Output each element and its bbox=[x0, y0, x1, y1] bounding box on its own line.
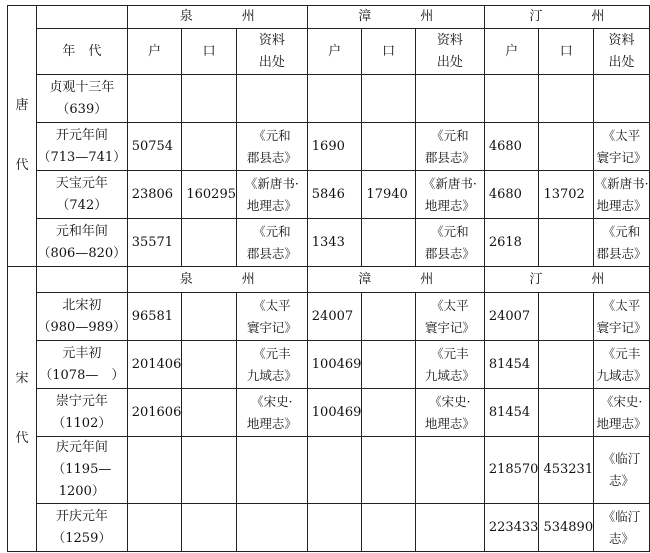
source-cell bbox=[594, 389, 650, 437]
source-cell bbox=[415, 341, 484, 389]
source-cell bbox=[415, 171, 484, 219]
population-cell bbox=[182, 123, 237, 171]
source-cell bbox=[415, 293, 484, 341]
table-row bbox=[8, 75, 650, 123]
population-cell bbox=[182, 293, 237, 341]
population-cell bbox=[182, 219, 237, 267]
source-line2: 出处 bbox=[258, 54, 285, 70]
population-cell bbox=[362, 219, 415, 267]
population-cell bbox=[182, 341, 237, 389]
era-cell bbox=[36, 341, 127, 389]
source-cell bbox=[237, 123, 308, 171]
households-cell bbox=[307, 504, 362, 552]
column-header-era: 年 代 bbox=[36, 29, 127, 75]
era-name: 北宋初 bbox=[62, 297, 102, 313]
population-cell bbox=[182, 389, 237, 437]
households-cell: 81454 bbox=[484, 389, 539, 437]
source-cell bbox=[237, 504, 308, 552]
era-cell bbox=[36, 437, 127, 504]
source-line1: 《元丰 bbox=[602, 345, 641, 361]
source-line1: 《新唐书· bbox=[594, 175, 649, 191]
source-line1: 《临汀志》 bbox=[602, 508, 641, 546]
households-cell: 35571 bbox=[127, 219, 182, 267]
era-years: （742） bbox=[56, 197, 108, 213]
source-line1: 《太平 bbox=[253, 297, 291, 313]
population-cell bbox=[539, 219, 594, 267]
tang-dynasty-cell bbox=[8, 6, 37, 267]
era-cell bbox=[36, 171, 127, 219]
table-row bbox=[8, 341, 650, 389]
source-cell bbox=[415, 437, 484, 504]
source-line1: 资料 bbox=[608, 32, 635, 48]
era-years: （1078— ） bbox=[39, 367, 125, 383]
source-line2: 地理志》 bbox=[424, 415, 475, 431]
era-name: 崇宁元年 bbox=[55, 393, 108, 409]
population-cell bbox=[362, 341, 415, 389]
households-cell: 201406 bbox=[127, 341, 182, 389]
era-cell bbox=[36, 389, 127, 437]
group-header-quanzhou: 泉 州 bbox=[127, 6, 307, 29]
population-cell bbox=[362, 437, 415, 504]
source-line2: 寰宇记》 bbox=[596, 149, 647, 165]
households-cell: 2618 bbox=[484, 219, 539, 267]
era-name: 天宝元年 bbox=[55, 175, 108, 191]
households-cell: 4680 bbox=[484, 171, 539, 219]
households-cell bbox=[127, 504, 182, 552]
households-cell: 4680 bbox=[484, 123, 539, 171]
source-cell bbox=[237, 389, 308, 437]
population-table-wrapper bbox=[7, 5, 650, 552]
source-line2: 郡县志》 bbox=[246, 149, 297, 165]
column-header-households: 户 bbox=[307, 29, 362, 75]
population-cell: 160295 bbox=[182, 171, 237, 219]
blank-corner bbox=[36, 267, 127, 293]
population-cell: 17940 bbox=[362, 171, 415, 219]
era-name: 元丰初 bbox=[62, 345, 102, 361]
households-cell: 100469 bbox=[307, 341, 362, 389]
source-line1: 《元和 bbox=[431, 223, 469, 239]
table-row bbox=[8, 389, 650, 437]
source-cell bbox=[594, 123, 650, 171]
source-cell bbox=[415, 504, 484, 552]
population-cell bbox=[362, 504, 415, 552]
era-name: 贞观十三年 bbox=[49, 79, 115, 95]
era-years: （980—989） bbox=[37, 319, 127, 335]
era-cell bbox=[36, 504, 127, 552]
era-cell bbox=[36, 75, 127, 123]
population-cell bbox=[539, 341, 594, 389]
source-cell bbox=[594, 341, 650, 389]
table-row bbox=[8, 437, 650, 504]
population-cell: 13702 bbox=[539, 171, 594, 219]
households-cell bbox=[484, 75, 539, 123]
source-cell bbox=[594, 437, 650, 504]
source-line2: 寰宇记》 bbox=[596, 319, 647, 335]
source-cell bbox=[415, 123, 484, 171]
population-cell bbox=[539, 123, 594, 171]
source-cell bbox=[415, 75, 484, 123]
group-header-quanzhou: 泉 州 bbox=[127, 267, 307, 293]
tang-group-header-row bbox=[8, 6, 650, 29]
population-cell bbox=[539, 389, 594, 437]
households-cell: 23806 bbox=[127, 171, 182, 219]
dynasty-char: 代 bbox=[15, 431, 29, 446]
table-row bbox=[8, 219, 650, 267]
source-line2: 寰宇记》 bbox=[246, 319, 297, 335]
population-cell bbox=[182, 75, 237, 123]
source-line2: 郡县志》 bbox=[424, 149, 475, 165]
households-cell: 1343 bbox=[307, 219, 362, 267]
population-cell: 453231 bbox=[539, 437, 594, 504]
source-line2: 地理志》 bbox=[596, 197, 647, 213]
households-cell: 223433 bbox=[484, 504, 539, 552]
song-dynasty-cell bbox=[8, 267, 37, 552]
source-line2: 九域志》 bbox=[246, 367, 297, 383]
column-header-source bbox=[415, 29, 484, 75]
source-line2: 郡县志》 bbox=[596, 245, 647, 261]
era-years: （1259） bbox=[52, 530, 112, 546]
source-line1: 《元丰 bbox=[253, 345, 291, 361]
population-cell bbox=[182, 437, 237, 504]
era-years: （713—741） bbox=[37, 149, 127, 165]
dynasty-char: 唐 bbox=[15, 98, 29, 113]
dynasty-char: 宋 bbox=[15, 371, 29, 386]
source-line1: 《元和 bbox=[253, 127, 291, 143]
source-line1: 《新唐书· bbox=[422, 175, 477, 191]
population-cell bbox=[182, 504, 237, 552]
column-header-source bbox=[594, 29, 650, 75]
source-cell bbox=[594, 219, 650, 267]
column-header-source bbox=[237, 29, 308, 75]
source-line1: 《元丰 bbox=[431, 345, 469, 361]
households-cell: 50754 bbox=[127, 123, 182, 171]
source-cell bbox=[415, 219, 484, 267]
source-line1: 《元和 bbox=[602, 223, 641, 239]
song-group-header-row bbox=[8, 267, 650, 293]
era-years: （806—820） bbox=[37, 245, 127, 261]
blank-corner bbox=[36, 6, 127, 29]
source-cell bbox=[594, 171, 650, 219]
era-cell bbox=[36, 219, 127, 267]
column-header-population: 口 bbox=[539, 29, 594, 75]
era-cell bbox=[36, 123, 127, 171]
source-line1: 资料 bbox=[258, 32, 285, 48]
population-cell bbox=[362, 293, 415, 341]
source-cell bbox=[237, 219, 308, 267]
source-line2: 郡县志》 bbox=[246, 245, 297, 261]
column-header-households: 户 bbox=[127, 29, 182, 75]
households-cell: 24007 bbox=[484, 293, 539, 341]
source-line1: 《临汀志》 bbox=[602, 451, 641, 488]
source-line1: 《宋史· bbox=[429, 393, 471, 409]
source-line2: 出处 bbox=[608, 54, 635, 70]
households-cell bbox=[127, 437, 182, 504]
households-cell: 100469 bbox=[307, 389, 362, 437]
era-name: 开庆元年 bbox=[55, 508, 108, 524]
table-row bbox=[8, 504, 650, 552]
population-cell bbox=[362, 389, 415, 437]
source-cell bbox=[594, 504, 650, 552]
population-cell bbox=[362, 75, 415, 123]
table-row bbox=[8, 293, 650, 341]
source-line2: 九域志》 bbox=[424, 367, 475, 383]
column-header-households: 户 bbox=[484, 29, 539, 75]
source-line1: 《宋史· bbox=[600, 393, 643, 409]
source-cell bbox=[237, 341, 308, 389]
population-cell bbox=[539, 75, 594, 123]
households-cell bbox=[307, 75, 362, 123]
households-cell: 81454 bbox=[484, 341, 539, 389]
households-cell bbox=[127, 75, 182, 123]
group-header-zhangzhou: 漳 州 bbox=[307, 267, 484, 293]
population-cell bbox=[362, 123, 415, 171]
column-header-row bbox=[8, 29, 650, 75]
source-line1: 《太平 bbox=[431, 297, 469, 313]
source-line1: 《宋史· bbox=[251, 393, 293, 409]
source-line1: 资料 bbox=[436, 32, 463, 48]
source-line1: 《元和 bbox=[253, 223, 291, 239]
era-years: （639） bbox=[56, 101, 108, 117]
source-cell bbox=[594, 75, 650, 123]
era-name: 庆元年间 bbox=[55, 440, 108, 455]
source-line2: 寰宇记》 bbox=[424, 319, 475, 335]
era-cell bbox=[36, 293, 127, 341]
population-table bbox=[7, 5, 650, 552]
households-cell: 218570 bbox=[484, 437, 539, 504]
source-line2: 地理志》 bbox=[424, 197, 475, 213]
source-line2: 地理志》 bbox=[596, 415, 647, 431]
era-years: （1102） bbox=[52, 415, 112, 431]
population-cell bbox=[539, 293, 594, 341]
source-cell bbox=[415, 389, 484, 437]
source-cell bbox=[594, 293, 650, 341]
source-line2: 九域志》 bbox=[596, 367, 647, 383]
source-line2: 郡县志》 bbox=[424, 245, 475, 261]
source-line2: 地理志》 bbox=[246, 415, 297, 431]
column-header-population: 口 bbox=[362, 29, 415, 75]
households-cell: 201606 bbox=[127, 389, 182, 437]
table-row bbox=[8, 123, 650, 171]
era-name: 元和年间 bbox=[55, 223, 108, 239]
source-line1: 《太平 bbox=[602, 297, 641, 313]
source-line2: 地理志》 bbox=[246, 197, 297, 213]
source-cell bbox=[237, 437, 308, 504]
source-line2: 出处 bbox=[436, 54, 463, 70]
source-cell bbox=[237, 293, 308, 341]
group-header-tingzhou: 汀 州 bbox=[484, 267, 649, 293]
households-cell: 5846 bbox=[307, 171, 362, 219]
households-cell: 1690 bbox=[307, 123, 362, 171]
source-line1: 《太平 bbox=[602, 127, 641, 143]
households-cell: 24007 bbox=[307, 293, 362, 341]
group-header-tingzhou: 汀 州 bbox=[484, 6, 649, 29]
population-cell: 534890 bbox=[539, 504, 594, 552]
era-years: （1195—1200） bbox=[52, 462, 112, 499]
column-header-population: 口 bbox=[182, 29, 237, 75]
source-line1: 《新唐书· bbox=[244, 175, 299, 191]
dynasty-char: 代 bbox=[15, 158, 29, 173]
table-row bbox=[8, 171, 650, 219]
source-cell bbox=[237, 171, 308, 219]
group-header-zhangzhou: 漳 州 bbox=[307, 6, 484, 29]
households-cell: 96581 bbox=[127, 293, 182, 341]
era-name: 开元年间 bbox=[55, 127, 108, 143]
source-cell bbox=[237, 75, 308, 123]
households-cell bbox=[307, 437, 362, 504]
source-line1: 《元和 bbox=[431, 127, 469, 143]
